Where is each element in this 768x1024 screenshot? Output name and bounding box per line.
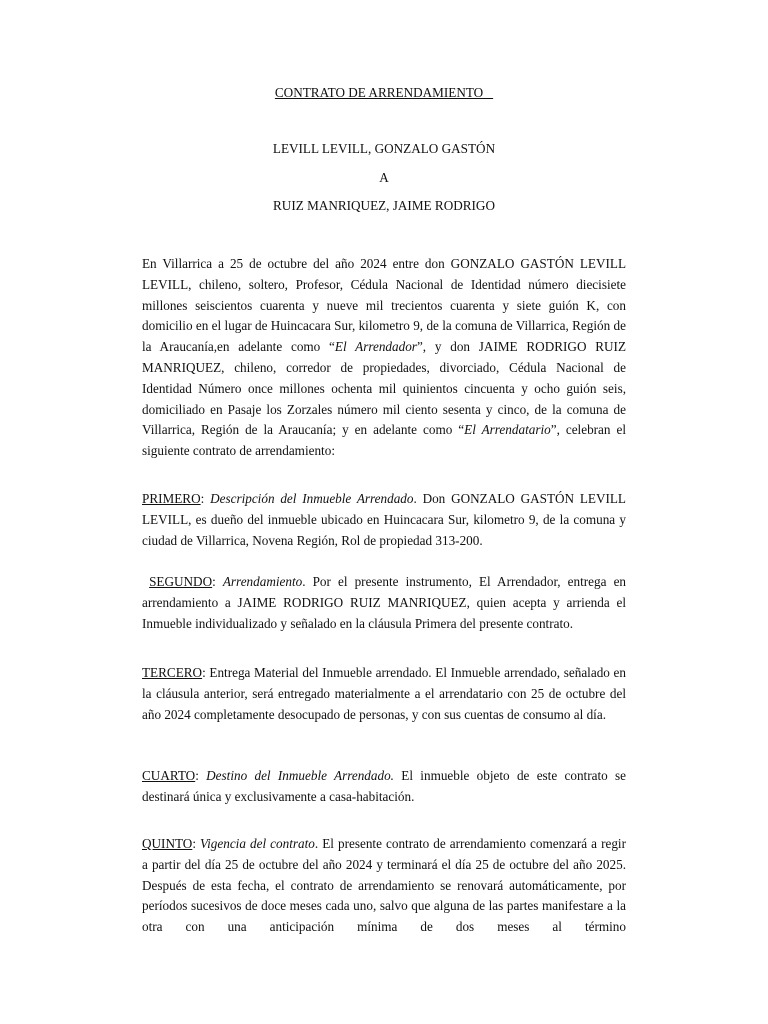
clause-quinto [142, 834, 626, 938]
clause-body: El inmueble objeto de este contrato se destinará única y exclusivamente a casa-habitación. [142, 768, 626, 804]
intro-paragraph [142, 254, 626, 462]
clause-subtitle: Vigencia del contrato [200, 836, 315, 851]
intro-text-1: En Villarrica a 25 de octubre del año 2024 entre don GONZALO GASTÓN LEVILL LEVILL, chileno, soltero, Profesor, Cédula Nacional de Identidad número diecisiete millones seiscientos cuarenta y nueve mil trecientos cuarenta y siete guión K, con domicilio en el lugar de Huincacara Sur, kilometro 9, de la comuna de Villarrica, Región de la Araucanía,en adelante como “ [142, 256, 626, 355]
clause-body: : Entrega Material del Inmueble arrendado. El Inmueble arrendado, señalado en la cláusula anterior, será entregado materialmente a el arrendatario con 25 de octubre del año 2024 completamente desocupado de personas, y con sus cuentas de consumo al día. [142, 665, 626, 722]
clause-body: . Don GONZALO GASTÓN LEVILL LEVILL, es dueño del inmueble ubicado en Huincacara Sur, kilometro 9, de la comuna y ciudad de Villarrica, Novena Región, Rol de propiedad 313-200. [142, 491, 626, 548]
clause-body: . Por el presente instrumento, El Arrendador, entrega en arrendamiento a JAIME RODRIGO RUIZ MANRIQUEZ, quien acepta y arrienda el Inmueble individualizado y señalado en la cláusula Primera del presente contrato. [142, 574, 627, 631]
clause-subtitle: Arrendamiento [222, 574, 303, 589]
intro-arrendador: El Arrendador [334, 339, 417, 355]
clause-heading: PRIMERO [142, 491, 201, 506]
clause-heading: QUINTO [142, 836, 193, 851]
intro-text-3: ”, celebran el siguiente contrato de arrendamiento: [142, 422, 627, 459]
clause-subtitle: Descripción del Inmueble Arrendado [210, 491, 414, 506]
clause-heading: CUARTO [142, 768, 196, 783]
clause-heading: SEGUNDO [149, 574, 213, 589]
party-one-name: LEVILL LEVILL, GONZALO GASTÓN [272, 141, 496, 156]
clause-cuarto [142, 766, 626, 808]
party-two-name: RUIZ MANRIQUEZ, JAIME RODRIGO [273, 198, 495, 213]
document-title-text: CONTRATO DE ARRENDAMIENTO [274, 85, 494, 100]
clause-body: . El presente contrato de arrendamiento comenzará a regir a partir del día 25 de octubre del año 2024 y terminará el día 25 de octubre del año 2025. Después de esta fecha, el contrato de arrendamiento se renovará automáticamente, por períodos sucesivos de doce meses cada uno, salvo que alguna de las partes manifestare a la otra con una anticipación mínima de dos meses al término [142, 836, 626, 935]
clause-primero [142, 489, 626, 551]
clause-segundo [142, 572, 626, 634]
clause-tercero [142, 663, 626, 725]
clause-heading: TERCERO [142, 665, 203, 680]
intro-arrendatario: El Arrendatario [464, 422, 551, 438]
intro-text-2: ”, y don JAIME RODRIGO RUIZ MANRIQUEZ, chileno, corredor de propiedades, divorciado, Cédula Nacional de Identidad Número once millones ochenta mil quinientos cincuenta y ocho guión seis, domiciliado en Pasaje los Zorzales número mil ciento sesenta y cinco, de la comuna de Villarrica, Región de la Araucanía; y en adelante como “ [142, 339, 627, 438]
document-title [0, 85, 768, 101]
parties-separator: A [379, 170, 389, 185]
clause-colon: : [212, 574, 223, 589]
clause-colon: : [192, 836, 201, 851]
clause-colon: : [200, 491, 211, 506]
clause-colon: : [195, 768, 207, 783]
clause-subtitle: Destino del Inmueble Arrendado. [206, 768, 394, 783]
